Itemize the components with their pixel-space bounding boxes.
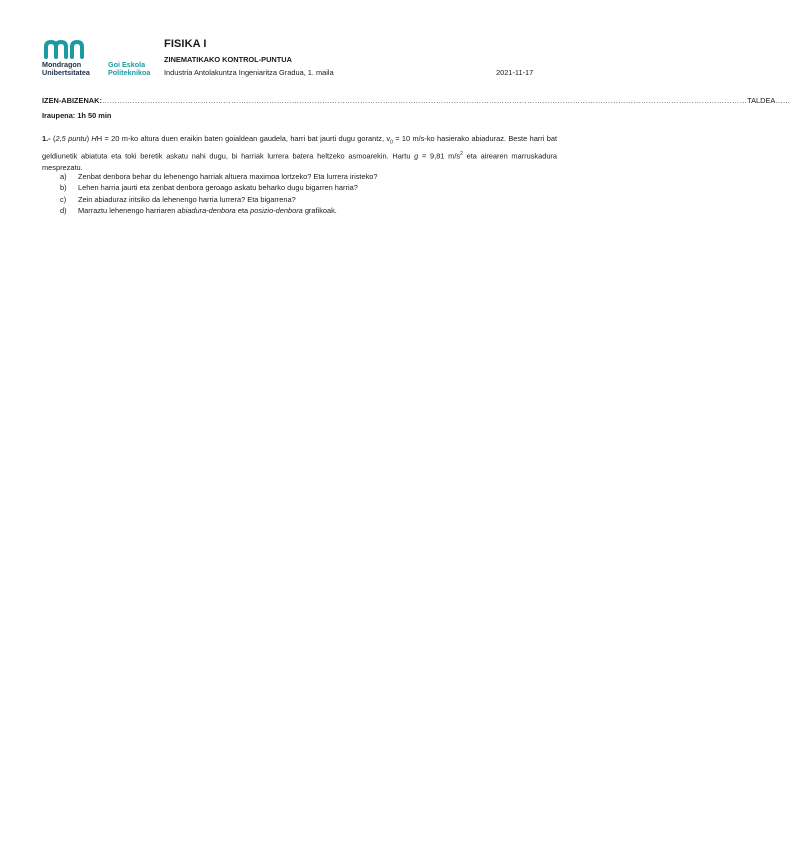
problem-text-4: eta airearen marruskadura mesprezatu. <box>42 151 558 172</box>
problem-text-2: = 10 m/s-ko hasierako abiaduraz. Beste harri bat geldiunetik abiatuta eta toki beretik askatu nahi dugu, bi harriak lurrera batera heltzeko asmoarekin. Hartu <box>42 134 558 161</box>
logo-text-goi-eskola: Goi Eskola Politeknikoa <box>108 60 151 78</box>
question-item: a) Zenbat denbora behar du lehenengo harriak altuera maximoa lortzeko? Eta lurrera iristeko? <box>60 172 378 181</box>
mondragon-logo-icon <box>44 40 86 58</box>
problem-points: 2,5 puntu <box>55 134 87 143</box>
group-label: TALDEA…… <box>747 96 790 105</box>
question-item: c) Zein abiaduraz iritsiko da lehenengo harria lurrera? Eta bigarrena? <box>60 194 296 204</box>
exam-date: 2021-11-17 <box>496 68 534 77</box>
name-blank: ………………………………………………………………………………………………………………………………………………………………………………………………………………………………… <box>101 96 748 105</box>
degree-line: Industria Antolakuntza Ingeniaritza Gradua, 1. maila <box>164 68 334 77</box>
problem-text-1: H = 20 m-ko altura duen eraikin baten goialdean gaudela, harri bat jaurti dugu gorantz, v <box>96 134 391 143</box>
course-title: FISIKA I <box>164 38 207 50</box>
problem-number: 1.- <box>42 134 51 143</box>
question-list <box>60 171 378 217</box>
duration-label: Iraupena: 1h 50 min <box>42 111 112 120</box>
logo-text-mondragon: Mondragon Unibertsitatea <box>42 60 90 78</box>
problem-statement: 1.- (2,5 puntu) HH = 20 m-ko altura duen eraikin baten goialdean gaudela, harri bat jaurti dugu gorantz, $v_0 = 10$ m/s-ko hasierako abiaduraz. Beste harri bat geldiunetik abiatuta eta toki beretik askatu nahi dugu, bi harriak lurrera batera heltzeko asmoarekin. Hartu g = 9,81 $m/s^2$ eta airearen marruskadura mesprezatu. <box>42 134 558 172</box>
name-label: IZEN-ABIZENAK: <box>42 96 102 105</box>
university-logo <box>42 40 172 82</box>
exam-subtitle: ZINEMATIKAKO KONTROL-PUNTUA <box>164 55 292 64</box>
name-field-line <box>42 96 790 105</box>
problem-text-3: = 9,81 m/s <box>418 151 461 161</box>
question-item: b) Lehen harria jaurti eta zenbat denbora geroago askatu beharko dugu bigarren harria? <box>60 183 358 193</box>
question-item: d) Marraztu lehenengo harriaren abiadura-denbora eta posizio-denbora grafikoak. <box>60 206 337 216</box>
